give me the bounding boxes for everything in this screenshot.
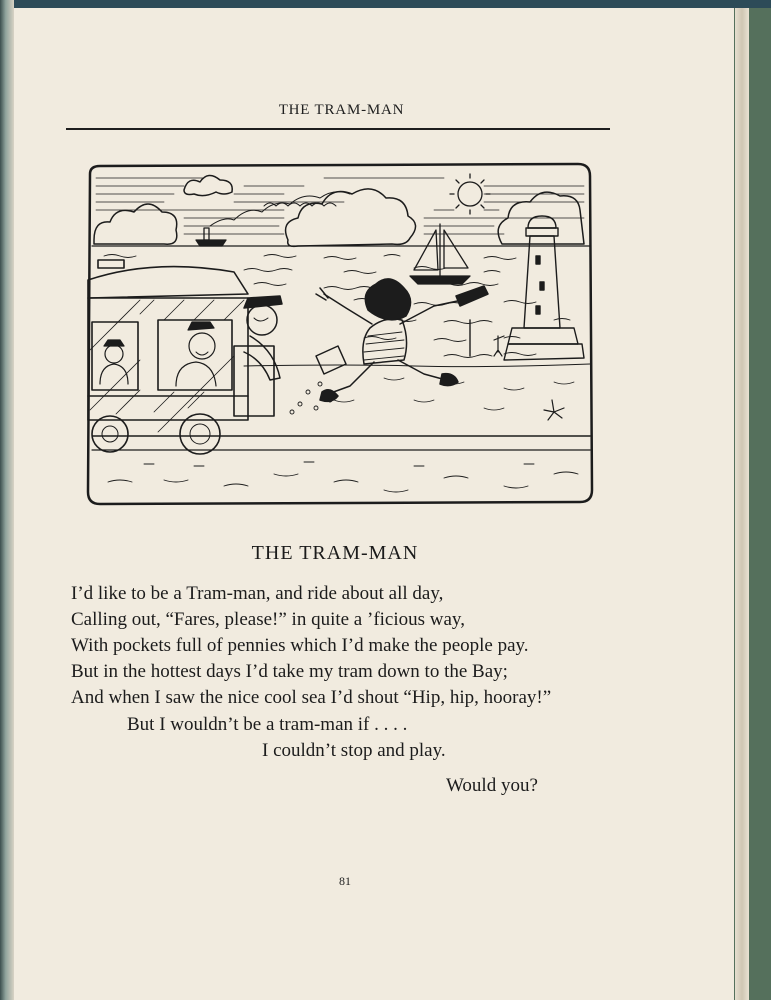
header-rule: [66, 128, 610, 130]
sailboat: [410, 224, 470, 284]
passenger-left: [100, 340, 128, 384]
starfish: [544, 400, 564, 420]
running-head: THE TRAM-MAN: [278, 102, 405, 118]
cloud: [286, 189, 416, 247]
tram-man-illustration: [84, 160, 596, 508]
poem-title: THE TRAM-MAN: [251, 542, 419, 564]
page-number: 81: [339, 874, 351, 888]
poem-line: And when I saw the nice cool sea I’d shout “Hip, hip, hooray!”: [71, 687, 552, 708]
sea-waves: [104, 255, 570, 358]
poem-line: I couldn’t stop and play.: [262, 740, 446, 761]
road-marks: [108, 462, 578, 492]
steamer: [196, 192, 350, 246]
shoreline: [244, 364, 590, 367]
lighthouse: [470, 216, 584, 360]
tram-man: [244, 296, 282, 380]
book-cover-top-edge: [0, 0, 771, 8]
poem-line: With pockets full of pennies which I’d make the people pay.: [71, 635, 529, 656]
book-spine-edge: [0, 0, 14, 1000]
fisherman: [494, 336, 504, 356]
cloud: [184, 175, 232, 195]
sky-hatching: [96, 178, 584, 234]
poem-line: Would you?: [446, 775, 538, 796]
poem-line: But in the hottest days I’d take my tram down to the Bay;: [71, 661, 508, 682]
poem-line: I’d like to be a Tram-man, and ride about all day,: [71, 583, 444, 604]
illustration-frame: [88, 164, 592, 504]
poem-line: Calling out, “Fares, please!” in quite a ’ficious way,: [71, 609, 465, 630]
tram: [88, 260, 274, 454]
poem-line: But I wouldn’t be a tram-man if . . . .: [127, 714, 408, 735]
page-stack-edge: [735, 8, 749, 1000]
passenger-right: [176, 322, 216, 386]
